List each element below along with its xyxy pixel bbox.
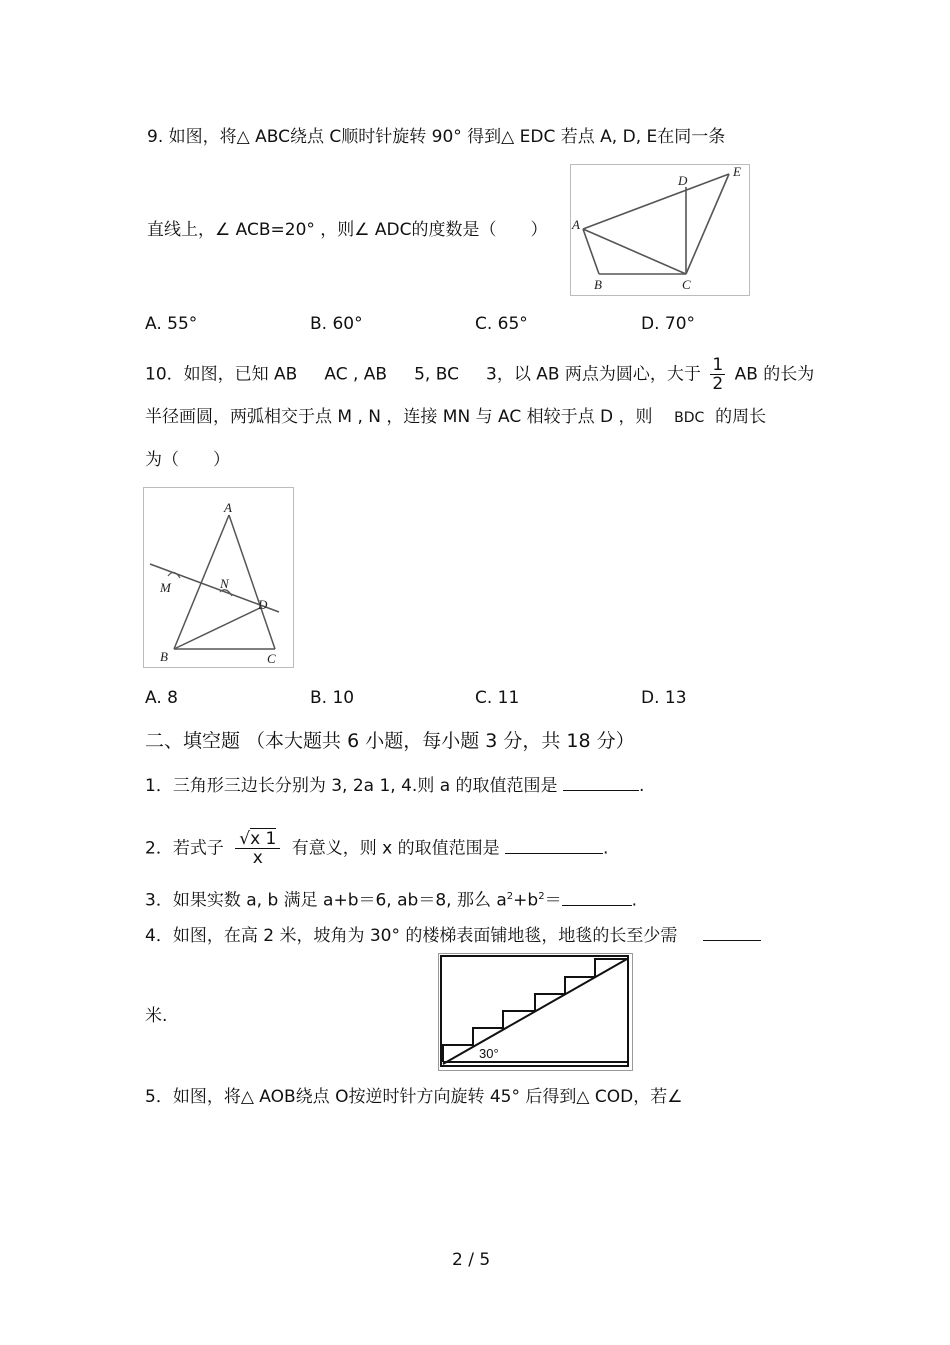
f3-line (145, 886, 637, 912)
q10-line1 (145, 356, 814, 393)
q10-label-n: N (220, 576, 229, 591)
q9-label-c: C (682, 277, 691, 292)
f3-sup2: 2 (538, 891, 545, 902)
f4-stairs-diagram (439, 954, 632, 1070)
q10-text-e: AB 的长为 (734, 364, 815, 385)
f3-blank (562, 889, 632, 906)
f2-frac-den: x (252, 848, 263, 868)
q10-label-b: B (160, 649, 168, 664)
q10-text-a: 10．如图，已知 AB (145, 364, 298, 385)
f5-line: 5．如图，将△ AOB绕点 O按逆时针方向旋转 45° 后得到△ COD，若∠ (145, 1087, 683, 1107)
q10-option-d: D. 13 (641, 688, 687, 708)
q10-option-c: C. 11 (475, 688, 520, 708)
f3-end: . (631, 890, 637, 911)
f2-radicand: x 1 (250, 829, 277, 849)
q10-fraction (710, 356, 725, 393)
f1-text: 1．三角形三边长分别为 3, 2a 1, 4.则 a 的取值范围是 (145, 776, 558, 796)
f2-end: . (603, 838, 609, 859)
f2-blank (505, 837, 603, 854)
q9-label-b: B (594, 277, 602, 292)
page-number: 2 / 5 (452, 1250, 491, 1270)
q10-text-d: 3，以 AB 两点为圆心，大于 (486, 364, 701, 385)
q9-option-d: D. 70° (641, 314, 696, 334)
q9-label-a: A (572, 217, 580, 232)
q10-text-f: 半径画圆，两弧相交于点 M , N ，连接 MN 与 AC 相较于点 D ，则 (145, 407, 653, 427)
q10-frac-den: 2 (712, 374, 724, 394)
q10-frac-num: 1 (712, 355, 724, 375)
f3-text-a: 3．如果实数 a, b 满足 a+b＝6, ab＝8, 那么 a (145, 890, 507, 911)
f2-line (145, 830, 608, 867)
q10-option-b: B. 10 (310, 688, 355, 708)
f4-text: 4．如图，在高 2 米，坡角为 30° 的楼梯表面铺地毯，地毯的长至少需 (145, 926, 678, 946)
f4-line1 (145, 924, 761, 947)
q10-option-a: A. 8 (145, 688, 178, 708)
q10-text-g: 的周长 (715, 407, 767, 427)
q9-label-e: E (733, 165, 741, 179)
f1-blank (563, 774, 639, 791)
q10-label-a: A (224, 500, 232, 515)
f4-blank (703, 924, 761, 941)
f4-angle-label: 30° (479, 1046, 499, 1061)
f1-end: . (638, 776, 645, 796)
f4-stairs-figure (438, 953, 633, 1071)
q9-option-c: C. 65° (475, 314, 528, 334)
q10-label-d: D (258, 597, 268, 612)
q9-figure (570, 164, 750, 296)
f2-fraction (235, 830, 280, 867)
f3-text-b: +b (513, 890, 539, 911)
section2-title: 二、填空题 （本大题共 6 小题，每小题 3 分，共 18 分） (145, 730, 635, 752)
f4-line2: 米. (145, 1006, 168, 1026)
f2-text-b: 有意义，则 x 的取值范围是 (291, 838, 500, 859)
q10-text-b: AC , AB (324, 364, 388, 385)
q9-option-b: B. 60° (310, 314, 363, 334)
q10-triangle-bdc: BDC (674, 410, 705, 426)
q10-figure (143, 487, 294, 668)
q10-text-c: 5, BC (414, 364, 459, 385)
q10-label-m: M (160, 580, 171, 595)
q10-line2 (145, 406, 766, 429)
q9-triangle-diagram (571, 165, 749, 295)
f1-line (145, 774, 644, 797)
q10-triangle-diagram (144, 488, 293, 667)
f2-text-a: 2．若式子 (145, 838, 224, 859)
q9-line1: 9. 如图，将△ ABC绕点 C顺时针旋转 90° 得到△ EDC 若点 A, D, E在同一条 (147, 127, 726, 147)
q10-line3: 为（ ） (145, 450, 230, 470)
f3-sup1: 2 (506, 891, 514, 902)
q9-label-d: D (678, 173, 688, 188)
q10-label-c: C (267, 651, 276, 666)
q9-line2: 直线上，∠ ACB=20° ，则∠ ADC的度数是（ ） (147, 220, 548, 240)
f2-frac-num: √x 1 (235, 830, 280, 849)
q9-option-a: A. 55° (145, 314, 198, 334)
f3-text-c: ＝ (544, 890, 562, 911)
